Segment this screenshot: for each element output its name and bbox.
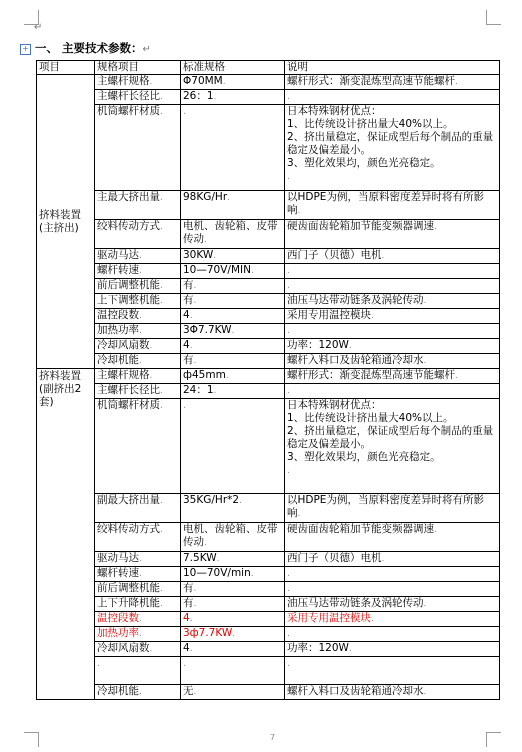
group1-spec-description <box>285 339 500 354</box>
cell-end-mark: . <box>287 629 290 639</box>
group1-spec-item <box>95 220 181 249</box>
table-row <box>37 685 500 700</box>
paragraph-mark: ↵ <box>34 22 43 33</box>
cell-text: 前后调整机能 <box>97 582 160 594</box>
cell-text: Φ70MM <box>183 75 223 87</box>
group2-spec-item <box>95 384 181 399</box>
cell-end-mark: . <box>160 92 163 102</box>
group1-spec-description <box>285 294 500 309</box>
cell-text: 主螺杆规格 <box>97 75 150 87</box>
cell-end-mark: . <box>423 687 427 697</box>
cell-text: 无 <box>183 685 194 697</box>
description-line: 3、塑化效果均，颜色光亮稳定。 <box>287 157 441 169</box>
cell-end-mark: . <box>139 629 142 639</box>
cell-text: 采用专用温控模块 <box>287 309 371 321</box>
cell-end-mark: . <box>160 401 163 411</box>
cell-text: 油压马达带动链条及涡轮传动 <box>287 294 424 306</box>
cell-end-mark: . <box>455 371 458 381</box>
cell-text: 上下调整机能 <box>97 294 160 306</box>
table-row <box>37 612 500 627</box>
table-row <box>37 220 500 249</box>
cell-text: 电机、齿轮箱、皮带传动 <box>183 220 278 245</box>
cell-end-mark: . <box>204 538 207 548</box>
group2-spec-value <box>181 685 285 700</box>
cell-text: 螺杆形式：渐变混炼型高速节能螺杆 <box>287 75 455 87</box>
cell-end-mark: . <box>227 193 231 203</box>
cell-end-mark: . <box>149 77 153 87</box>
group2-spec-description <box>285 627 500 642</box>
cell-end-mark: . <box>287 386 290 396</box>
cell-end-mark: . <box>250 266 254 276</box>
cell-end-mark: . <box>287 466 290 476</box>
cell-end-mark: . <box>287 266 290 276</box>
description-line: 1、比传统设计挤出量大40%以上。 <box>287 118 454 130</box>
group2-spec-description <box>285 612 500 627</box>
table-row <box>37 191 500 220</box>
table-row <box>37 369 500 384</box>
cell-end-mark: . <box>371 614 374 624</box>
table-row <box>37 105 500 191</box>
cell-text: 硬齿面齿轮箱加节能变频器调速 <box>287 523 434 535</box>
cell-end-mark: . <box>160 525 163 535</box>
cell-end-mark: . <box>348 341 352 351</box>
group2-spec-value <box>181 627 285 642</box>
cell-end-mark: . <box>139 356 142 366</box>
group2-spec-item <box>95 552 181 567</box>
cell-end-mark: . <box>381 251 385 261</box>
group1-spec-description <box>285 220 500 249</box>
group2-spec-item <box>95 494 181 523</box>
cell-end-mark: . <box>193 281 197 291</box>
table-row <box>37 75 500 90</box>
group1-spec-item <box>95 75 181 90</box>
group1-spec-item <box>95 309 181 324</box>
cell-end-mark: . <box>139 251 142 261</box>
cell-end-mark: . <box>213 92 217 102</box>
cell-end-mark: . <box>139 326 142 336</box>
cell-text: 24：1 <box>183 384 214 396</box>
cell-end-mark: . <box>139 569 142 579</box>
group1-spec-item <box>95 324 181 339</box>
cell-end-mark: . <box>232 629 236 639</box>
cell-text: 绞料传动方式 <box>97 523 160 535</box>
table-row <box>37 597 500 612</box>
cell-end-mark: . <box>213 386 217 396</box>
group2-spec-value <box>181 612 285 627</box>
cell-text: 98KG/Hr <box>183 191 228 203</box>
cell-end-mark: . <box>287 569 290 579</box>
cell-text: 4 <box>183 309 190 321</box>
group2-spec-description <box>285 384 500 399</box>
description-line: 2、挤出量稳定，保证成型后每个制品的重量稳定及偏差最小。 <box>287 425 494 450</box>
group1-spec-value <box>181 339 285 354</box>
header-cell: 项目 <box>37 61 95 75</box>
cell-text: 副最大挤出量 <box>97 494 160 506</box>
cell-end-mark: . <box>287 172 290 182</box>
description-line: 3、塑化效果均，颜色光亮稳定。 <box>287 451 441 463</box>
cell-text: 3ф7.7KW <box>183 627 233 639</box>
cell-end-mark: . <box>287 281 290 291</box>
group1-spec-value <box>181 294 285 309</box>
group2-spec-item <box>95 597 181 612</box>
cell-end-mark: . <box>381 554 385 564</box>
group2-spec-item <box>95 657 181 685</box>
cell-end-mark: . <box>216 554 220 564</box>
cell-text: 主螺杆规格 <box>97 369 150 381</box>
table-row <box>37 294 500 309</box>
header-cell: 规格项目 <box>95 61 181 75</box>
table-row <box>37 339 500 354</box>
description-line: 日本特殊钢材优点： <box>287 105 382 117</box>
table-row <box>37 264 500 279</box>
group1-spec-value <box>181 220 285 249</box>
cell-end-mark: . <box>423 356 427 366</box>
cell-text: 以HDPE为例，当原料密度差异时将有所影响 <box>287 191 484 216</box>
cell-end-mark: . <box>189 614 193 624</box>
group1-spec-item <box>95 191 181 220</box>
cell-text: 西门子（贝德）电机 <box>287 249 382 261</box>
group1-spec-value <box>181 354 285 369</box>
group1-spec-value <box>181 75 285 90</box>
section-heading-text: 一、 主要技术参数： <box>35 41 143 55</box>
group1-spec-value <box>181 309 285 324</box>
group2-spec-description <box>285 399 500 494</box>
cell-text: 螺杆入料口及齿轮箱通冷却水 <box>287 354 424 366</box>
cell-text: 驱动马达 <box>97 249 139 261</box>
table-row <box>37 90 500 105</box>
group2-spec-description <box>285 642 500 657</box>
cell-end-mark: . <box>423 296 427 306</box>
cell-end-mark: . <box>193 584 197 594</box>
cell-end-mark: . <box>239 496 242 506</box>
group1-spec-item <box>95 90 181 105</box>
cell-text: 油压马达带动链条及涡轮传动 <box>287 597 424 609</box>
group1-spec-item <box>95 339 181 354</box>
cell-end-mark: . <box>434 525 437 535</box>
cell-end-mark: . <box>160 296 163 306</box>
cell-text: 30KW <box>183 249 214 261</box>
cell-text: 7.5KW <box>183 552 217 564</box>
cell-end-mark: . <box>287 584 290 594</box>
group1-spec-description <box>285 279 500 294</box>
group2-spec-description <box>285 567 500 582</box>
description-line: 日本特殊钢材优点： <box>287 399 382 411</box>
cell-end-mark: . <box>231 326 235 336</box>
cell-end-mark: . <box>287 326 290 336</box>
cell-end-mark: . <box>97 659 100 669</box>
cell-end-mark: . <box>193 296 197 306</box>
cell-end-mark: . <box>455 77 458 87</box>
cell-end-mark: . <box>297 509 301 519</box>
table-row <box>37 657 500 685</box>
cell-text: 4 <box>183 339 190 351</box>
cell-text: 前后调整机能 <box>97 279 160 291</box>
group1-spec-item <box>95 264 181 279</box>
group2-spec-item <box>95 685 181 700</box>
cell-text: 26：1 <box>183 90 214 102</box>
cell-text: 驱动马达 <box>97 552 139 564</box>
group2-spec-description <box>285 494 500 523</box>
group1-label <box>37 75 95 369</box>
group2-spec-description <box>285 552 500 567</box>
group1-spec-item <box>95 294 181 309</box>
table-row <box>37 324 500 339</box>
group1-spec-description <box>285 324 500 339</box>
group2-spec-description <box>285 369 500 384</box>
group2-spec-value <box>181 597 285 612</box>
cell-end-mark: . <box>139 554 142 564</box>
cell-end-mark: . <box>183 107 186 117</box>
group2-spec-item <box>95 523 181 552</box>
cell-text: 上下升降机能 <box>97 597 160 609</box>
group2-spec-value <box>181 582 285 597</box>
table-move-handle-icon[interactable]: + <box>20 44 31 55</box>
cell-end-mark: . <box>213 251 217 261</box>
group2-spec-item <box>95 582 181 597</box>
group1-spec-value <box>181 249 285 264</box>
group2-spec-value <box>181 384 285 399</box>
cell-end-mark: . <box>371 311 374 321</box>
group1-spec-item <box>95 279 181 294</box>
cell-text: 螺杆入料口及齿轮箱通冷却水 <box>287 685 424 697</box>
cell-text: 主最大挤出量 <box>97 191 160 203</box>
description-line: 1、比传统设计挤出量大40%以上。 <box>287 412 454 424</box>
cell-end-mark: . <box>183 659 186 669</box>
cell-end-mark: . <box>204 235 207 245</box>
cell-end-mark: . <box>193 356 197 366</box>
cell-end-mark: . <box>160 584 163 594</box>
table-row <box>37 354 500 369</box>
crop-mark-top-right <box>486 10 501 25</box>
cell-end-mark: . <box>160 193 163 203</box>
group2-label <box>37 369 95 700</box>
cell-end-mark: . <box>160 107 163 117</box>
cell-text: 有 <box>183 294 194 306</box>
cell-end-mark: . <box>139 687 142 697</box>
cell-text: 4 <box>183 642 190 654</box>
description-line: 2、挤出量稳定，保证成型后每个制品的重量稳定及偏差最小。 <box>287 131 494 156</box>
header-cell: 标准规格 <box>181 61 285 75</box>
group2-spec-value <box>181 523 285 552</box>
cell-end-mark: . <box>250 569 254 579</box>
group1-spec-description <box>285 191 500 220</box>
cell-end-mark: . <box>139 266 142 276</box>
cell-text: 冷却风扇数 <box>97 339 150 351</box>
cell-text: 功率：120W <box>287 339 349 351</box>
group2-spec-description <box>285 523 500 552</box>
group1-spec-description <box>285 309 500 324</box>
table-row <box>37 523 500 552</box>
group2-spec-item <box>95 612 181 627</box>
group-label-text: 挤料装置(副挤出2套) <box>39 370 82 408</box>
table-row <box>37 552 500 567</box>
header-cell: 说明 <box>285 61 500 75</box>
group2-spec-item <box>95 642 181 657</box>
cell-text: 加热功率 <box>97 324 139 336</box>
cell-text: 4 <box>183 612 190 624</box>
spec-table-body <box>37 75 500 700</box>
group1-spec-description <box>285 75 500 90</box>
cell-text: 功率：120W <box>287 642 349 654</box>
group2-spec-item <box>95 369 181 384</box>
cell-text: 有 <box>183 582 194 594</box>
cell-end-mark: . <box>160 386 163 396</box>
group-label-text: 挤料装置(主挤出) <box>39 208 81 234</box>
cell-text: ф45mm <box>183 369 226 381</box>
group2-spec-item <box>95 399 181 494</box>
cell-text: 10—70V/MIN <box>183 264 251 276</box>
table-row <box>37 384 500 399</box>
cell-end-mark: . <box>189 644 193 654</box>
cell-end-mark: . <box>149 644 153 654</box>
cell-end-mark: . <box>160 496 163 506</box>
cell-end-mark: . <box>287 659 290 669</box>
cell-text: 以HDPE为例，当原料密度差异时将有所影响 <box>287 494 484 519</box>
cell-end-mark: . <box>160 222 163 232</box>
group1-spec-value <box>181 264 285 279</box>
cell-end-mark: . <box>193 687 197 697</box>
spec-table <box>36 60 500 700</box>
group1-spec-item <box>95 249 181 264</box>
cell-text: 冷却风扇数 <box>97 642 150 654</box>
group2-spec-value <box>181 642 285 657</box>
group2-spec-value <box>181 494 285 523</box>
cell-end-mark: . <box>139 614 142 624</box>
group1-spec-value <box>181 324 285 339</box>
group2-spec-item <box>95 567 181 582</box>
group2-spec-description <box>285 582 500 597</box>
cell-text: 硬齿面齿轮箱加节能变频器调速 <box>287 220 434 232</box>
group2-spec-value <box>181 399 285 494</box>
cell-end-mark: . <box>434 222 437 232</box>
cell-end-mark: . <box>149 371 153 381</box>
group2-spec-value <box>181 369 285 384</box>
table-row <box>37 582 500 597</box>
group2-spec-value <box>181 552 285 567</box>
cell-end-mark: . <box>348 644 352 654</box>
table-row <box>37 279 500 294</box>
cell-end-mark: . <box>287 92 290 102</box>
cell-text: 冷却机能 <box>97 354 139 366</box>
crop-mark-bottom-right <box>486 732 501 747</box>
group2-spec-value <box>181 567 285 582</box>
cell-text: 主螺杆长径比 <box>97 384 160 396</box>
cell-end-mark: . <box>297 206 301 216</box>
group1-spec-item <box>95 354 181 369</box>
cell-text: 加热功率 <box>97 627 139 639</box>
cell-text: 电机、齿轮箱、皮带传动 <box>183 523 278 548</box>
group1-spec-description <box>285 90 500 105</box>
cell-text: 机筒螺杆材质 <box>97 105 160 117</box>
cell-end-mark: . <box>225 371 229 381</box>
crop-mark-bottom-left <box>24 732 39 747</box>
cell-end-mark: . <box>139 311 142 321</box>
group2-spec-description <box>285 685 500 700</box>
cell-text: 绞料传动方式 <box>97 220 160 232</box>
page-number: 7 <box>270 733 276 742</box>
table-row <box>37 399 500 494</box>
cell-end-mark: . <box>193 599 197 609</box>
cell-text: 西门子（贝德）电机 <box>287 552 382 564</box>
table-row <box>37 249 500 264</box>
cell-text: 螺杆转速 <box>97 264 139 276</box>
cell-text: 采用专用温控模块 <box>287 612 371 624</box>
group2-spec-item <box>95 627 181 642</box>
group1-spec-value <box>181 191 285 220</box>
group1-spec-description <box>285 249 500 264</box>
cell-text: 有 <box>183 597 194 609</box>
group1-spec-value <box>181 90 285 105</box>
group1-spec-description <box>285 264 500 279</box>
cell-text: 主螺杆长径比 <box>97 90 160 102</box>
table-row <box>37 567 500 582</box>
group1-spec-description <box>285 105 500 191</box>
cell-text: 螺杆形式：渐变混炼型高速节能螺杆 <box>287 369 455 381</box>
group1-spec-value <box>181 279 285 294</box>
table-row <box>37 642 500 657</box>
cell-end-mark: . <box>149 341 153 351</box>
cell-end-mark: . <box>189 311 193 321</box>
section-heading: + 一、 主要技术参数：↵ <box>20 40 151 56</box>
cell-text: 温控段数 <box>97 612 139 624</box>
group1-spec-item <box>95 105 181 191</box>
cell-text: 机筒螺杆材质 <box>97 399 160 411</box>
cell-text: 螺杆转速 <box>97 567 139 579</box>
cell-text: 冷却机能 <box>97 685 139 697</box>
cell-text: 3Φ7.7KW <box>183 324 232 336</box>
cell-end-mark: . <box>183 401 186 411</box>
cell-text: 有 <box>183 354 194 366</box>
cell-text: 35KG/Hr*2 <box>183 494 240 506</box>
table-row <box>37 494 500 523</box>
table-row <box>37 627 500 642</box>
group2-spec-description <box>285 657 500 685</box>
cell-end-mark: . <box>423 599 427 609</box>
table-row <box>37 309 500 324</box>
cell-text: 10—70V/min <box>183 567 251 579</box>
group1-spec-description <box>285 354 500 369</box>
group2-spec-value <box>181 657 285 685</box>
cell-end-mark: . <box>222 77 226 87</box>
group2-spec-description <box>285 597 500 612</box>
cell-end-mark: . <box>160 281 163 291</box>
group1-spec-value <box>181 105 285 191</box>
cell-text: 温控段数 <box>97 309 139 321</box>
cell-end-mark: . <box>189 341 193 351</box>
cell-end-mark: . <box>160 599 163 609</box>
cell-text: 有 <box>183 279 194 291</box>
